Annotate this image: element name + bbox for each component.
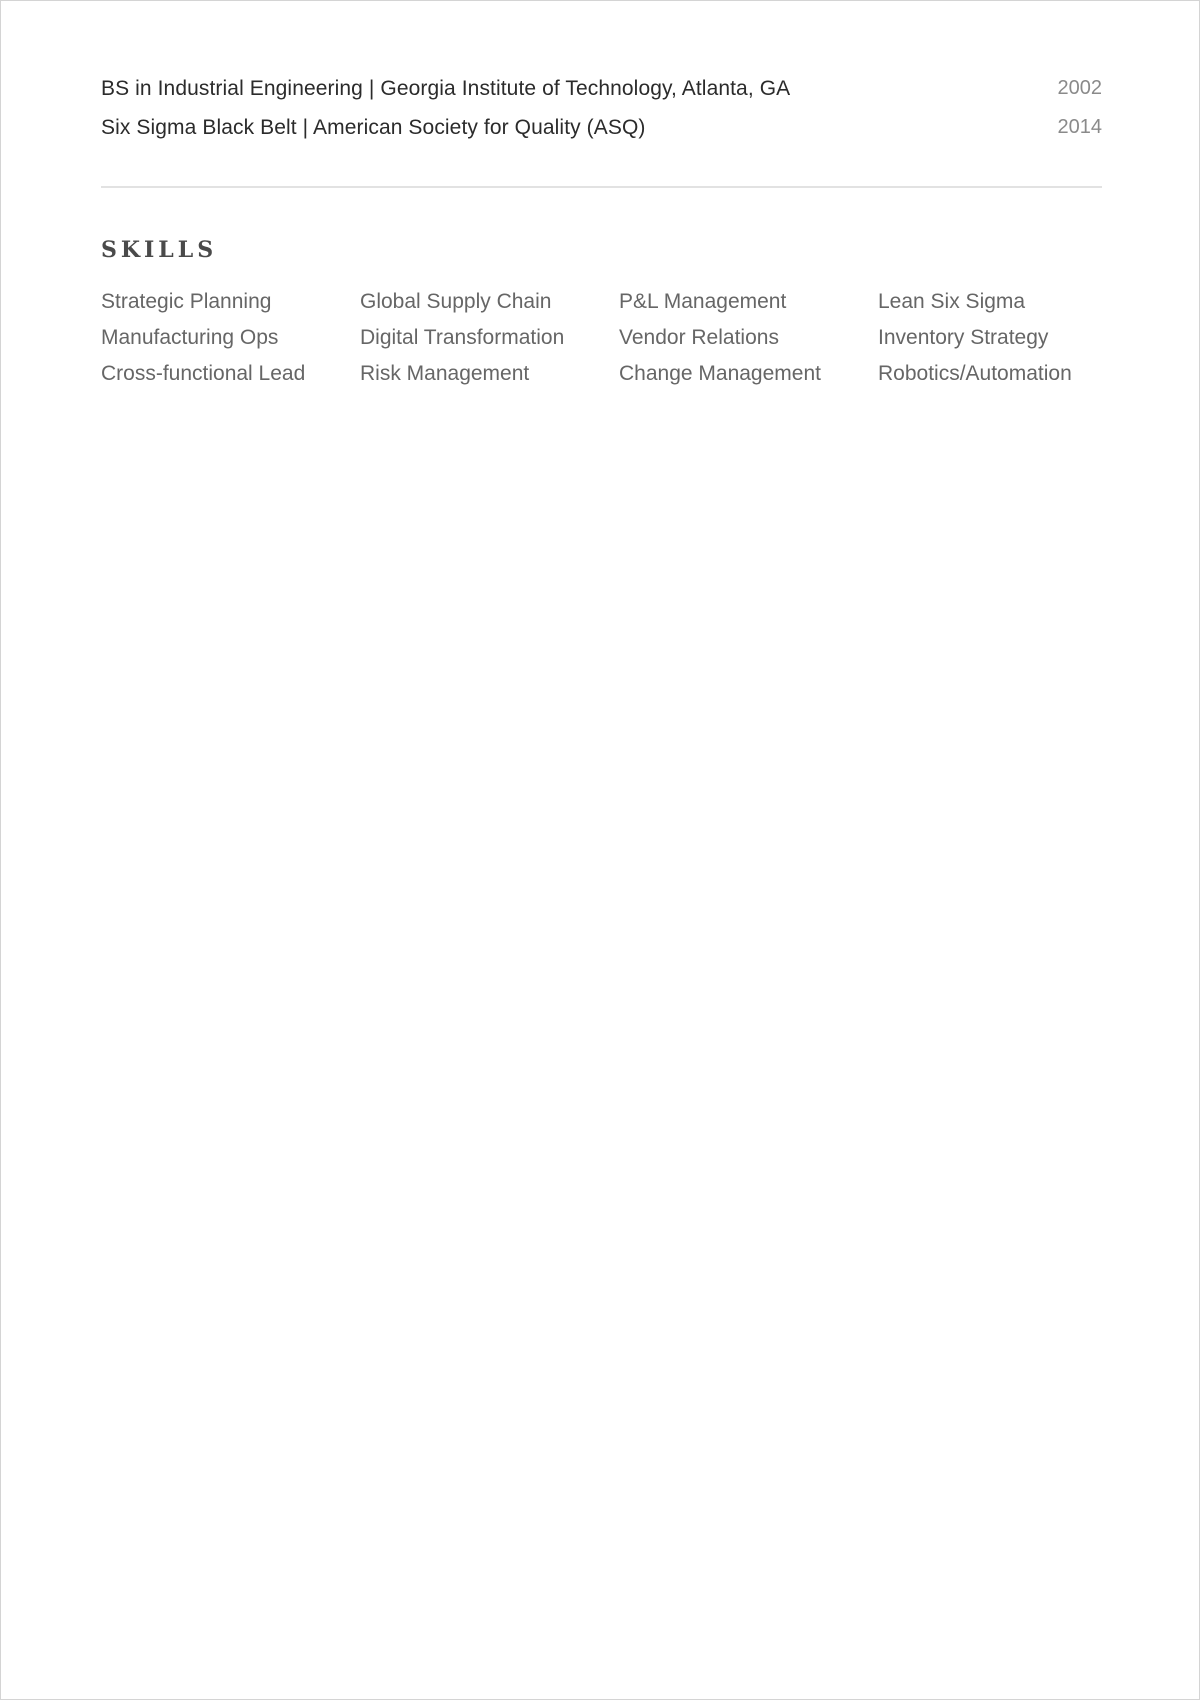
skill-item: Inventory Strategy xyxy=(878,326,1049,349)
education-entry xyxy=(101,116,1102,146)
skill-item: Robotics/Automation xyxy=(878,362,1072,385)
skill-item: Vendor Relations xyxy=(619,326,779,349)
skills-heading: SKILLS xyxy=(101,237,218,263)
skill-item: Strategic Planning xyxy=(101,290,272,313)
education-title: Six Sigma Black Belt | American Society for Quality (ASQ) xyxy=(101,116,646,139)
skill-item: Risk Management xyxy=(360,362,530,385)
skill-item: Change Management xyxy=(619,362,821,385)
skill-item: Manufacturing Ops xyxy=(101,326,279,349)
education-title: BS in Industrial Engineering | Georgia Institute of Technology, Atlanta, GA xyxy=(101,77,791,100)
skills-grid xyxy=(101,288,1141,396)
education-year: 2014 xyxy=(1057,116,1102,138)
education-year: 2002 xyxy=(1057,77,1102,99)
section-divider xyxy=(101,186,1102,188)
skill-item: Global Supply Chain xyxy=(360,290,552,313)
skill-item: Lean Six Sigma xyxy=(878,290,1026,313)
education-entry xyxy=(101,77,1102,107)
skill-item: Digital Transformation xyxy=(360,326,565,349)
skill-item: Cross-functional Lead xyxy=(101,362,306,385)
skill-item: P&L Management xyxy=(619,290,787,313)
